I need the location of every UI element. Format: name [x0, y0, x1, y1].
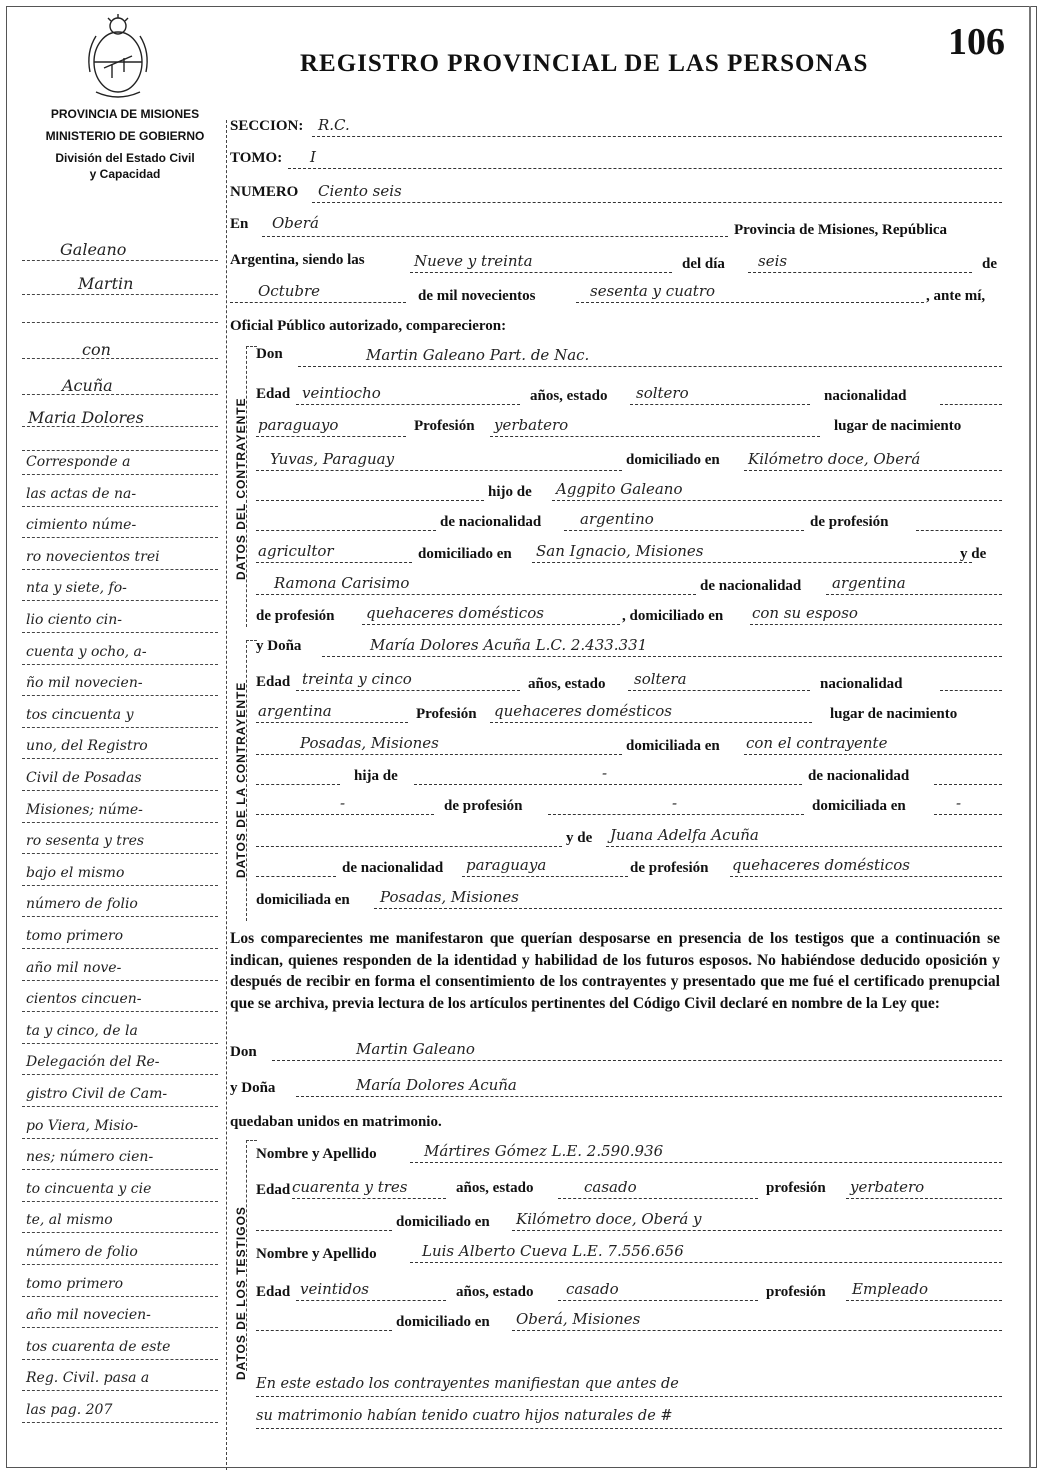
nac-value-line-f [256, 722, 408, 723]
contrayenta-section-label: DATOS DE LA CONTRAYENTE [234, 681, 248, 878]
nacionalidad-line-f [940, 690, 1002, 691]
padre-prof-label: de profesión [810, 514, 889, 530]
margin-rule [22, 1232, 218, 1233]
margin-note-line: cuenta y ocho, a- [26, 643, 147, 660]
madre-nac-label-f: de nacionalidad [342, 860, 444, 876]
en-label: En [230, 216, 249, 232]
t2-domiciliado-label: domiciliado en [396, 1314, 490, 1330]
margin-note-line: uno, del Registro [26, 738, 148, 755]
margin-rule [22, 1043, 218, 1044]
t2-profesion-label: profesión [766, 1284, 826, 1300]
seccion-value: R.C. [318, 116, 350, 134]
nac-value-line [256, 436, 406, 437]
t1-dom-line-left [256, 1230, 392, 1231]
margin-rule [22, 695, 218, 696]
decl-dona-value: María Dolores Acuña [356, 1076, 517, 1094]
t1-nombre-label: Nombre y Apellido [256, 1146, 377, 1162]
padre-prof-value-line [256, 562, 412, 563]
provincia-text: Provincia de Misiones, República [734, 222, 948, 238]
padre-nac-label: de nacionalidad [440, 514, 542, 530]
t1-anios-estado: años, estado [456, 1180, 534, 1196]
madre-value-f: Juana Adelfa Acuña [610, 826, 759, 844]
t2-domiciliado-value: Oberá, Misiones [516, 1310, 641, 1328]
margin-rule [22, 1201, 218, 1202]
nacionalidad-line [940, 404, 1002, 405]
domiciliado-line [744, 470, 1002, 471]
decl-don-label: Don [230, 1044, 257, 1060]
t2-edad-label: Edad [256, 1284, 291, 1300]
profesion-value: yerbatero [494, 416, 569, 434]
profesion-label: Profesión [414, 418, 475, 434]
t2-nombre-value: Luis Alberto Cueva L.E. 7.556.656 [422, 1242, 684, 1260]
office-province: PROVINCIA DE MISIONES [50, 107, 200, 121]
estado-line [630, 404, 810, 405]
madre-line [256, 594, 696, 595]
dia-line [748, 272, 972, 273]
padre-nac-value: argentino [580, 510, 654, 528]
hijo-line-left [256, 500, 484, 501]
madre-dom-label-f: domiciliada en [256, 892, 350, 908]
t2-nombre-label: Nombre y Apellido [256, 1246, 377, 1262]
padre-nac-line-f [934, 784, 1002, 785]
padre-dom-label-f: domiciliada en [812, 798, 906, 814]
final-note-line2 [256, 1428, 1002, 1429]
office-capacity: y Capacidad [89, 167, 161, 181]
t1-edad-value: cuarenta y tres [292, 1178, 408, 1196]
t1-edad-label: Edad [256, 1182, 291, 1198]
t1-profesion-value: yerbatero [850, 1178, 925, 1196]
document-title: REGISTRO PROVINCIAL DE LAS PERSONAS [300, 50, 869, 77]
madre-prof-label: de profesión [256, 608, 335, 624]
padre-line-f [414, 784, 802, 785]
margin-name-line4: Maria Dolores [28, 408, 144, 427]
estado-value: soltero [636, 384, 689, 402]
coat-of-arms-seal-icon [82, 12, 154, 102]
margin-note-line: ro sesenta y tres [26, 833, 145, 850]
margin-note-line: po Viera, Misio- [26, 1117, 139, 1134]
nacionalidad-label-f: nacionalidad [820, 676, 903, 692]
margin-note-line: Corresponde a [26, 454, 131, 470]
madre-nac-label: de nacionalidad [700, 578, 802, 594]
hija-label: hija de [354, 768, 398, 784]
margin-rule [22, 727, 218, 728]
madre-prof-value: quehaceres domésticos [366, 604, 544, 622]
ante-mi-text: , ante mí, [926, 288, 986, 304]
padre-nac-value-f: - [340, 794, 346, 812]
margin-rule [22, 426, 218, 427]
margin-note-line: las actas de na- [26, 485, 137, 502]
margin-rule [22, 790, 218, 791]
lugar-line-f [256, 754, 622, 755]
edad-line-f [296, 690, 520, 691]
profesion-line [490, 436, 820, 437]
estado-line-f [628, 690, 810, 691]
padre-prof-line-f [548, 814, 804, 815]
padre-prof-value: agricultor [258, 542, 334, 560]
final-note-text2: su matrimonio habían tenido cuatro hijos naturales de # [256, 1408, 673, 1424]
t1-profesion-label: profesión [766, 1180, 826, 1196]
margin-rule [22, 980, 218, 981]
margin-name-line3: Acuña [62, 376, 113, 395]
argentina-text: Argentina, siendo las [230, 252, 365, 268]
decl-don-line [272, 1060, 1002, 1061]
mes-line [230, 302, 406, 303]
padre-dom-value: San Ignacio, Misiones [536, 542, 704, 560]
hijo-label: hijo de [488, 484, 532, 500]
edad-label-f: Edad [256, 674, 291, 690]
margin-con: con [82, 340, 111, 359]
padre-prof-line [916, 530, 1002, 531]
margin-note-line: tos cuarenta de este [26, 1338, 171, 1355]
margin-rule [22, 358, 218, 359]
edad-label: Edad [256, 386, 291, 402]
madre-prof-value-f: quehaceres domésticos [732, 856, 910, 874]
domiciliada-value-f: con el contrayente [746, 734, 888, 752]
margin-note-line: Delegación del Re- [26, 1054, 160, 1071]
madre-dom-line [750, 624, 1002, 625]
margin-rule [22, 1390, 218, 1391]
padre-prof-label-f: de profesión [444, 798, 523, 814]
tomo-line [288, 168, 1002, 169]
margin-rule [22, 600, 218, 601]
declaration-paragraph: Los comparecientes me manifestaron que querían desposarse en presencia de los testigos que a continuación se indican, quienes responden de la identidad y habilidad de los futuros esposos. No habiéndose deducido oposición y después de recibir en forma el consentimiento de los contrayentes y presentado que me fué el certificado prenupcial que se archiva, previa lectura de los artículos pertinentes del Código Civil declaré en nombre de la Ley que: [230, 930, 1000, 1012]
lugar-value: Yuvas, Paraguay [270, 450, 395, 468]
t2-nombre-line [410, 1262, 1002, 1263]
y-de-line-left-f [256, 846, 562, 847]
margin-note-line: cientos cincuen- [26, 991, 142, 1008]
de-label: de [982, 256, 997, 272]
domiciliado-value: Kilómetro doce, Oberá [748, 450, 921, 468]
padre-value: Aggpito Galeano [556, 480, 683, 498]
padre-dom-label: domiciliado en [418, 546, 512, 562]
margin-rule [22, 260, 218, 261]
seccion-line [312, 136, 1002, 137]
t1-nombre-value: Mártires Gómez L.E. 2.590.936 [424, 1142, 664, 1160]
profesion-value-f: quehaceres domésticos [494, 702, 672, 720]
decl-dona-line [296, 1096, 1002, 1097]
margin-note-line: ño mil novecien- [26, 675, 143, 692]
anio-line [576, 302, 924, 303]
lugar-label-f: lugar de nacimiento [830, 706, 958, 722]
margin-rule [22, 1422, 218, 1423]
margin-name-line2: Martin [78, 274, 134, 293]
margin-rule [22, 1264, 218, 1265]
edad-value: veintiocho [302, 384, 381, 402]
margin-note-line: te, al mismo [26, 1212, 113, 1229]
margin-rule [22, 1296, 218, 1297]
profesion-label-f: Profesión [416, 706, 477, 722]
margin-note-line: to cincuenta y cie [26, 1180, 152, 1197]
column-separator [226, 120, 227, 1470]
hora-line [410, 272, 672, 273]
lugar-label: lugar de nacimiento [834, 418, 962, 434]
t1-domiciliado-line [512, 1230, 1002, 1231]
madre-line-f [606, 846, 1002, 847]
padre-nac-value-line-f [256, 814, 434, 815]
oficial-text: Oficial Público autorizado, comparecieron: [230, 318, 507, 334]
madre-prof-label-f: de profesión [630, 860, 709, 876]
madre-dom-label: , domiciliado en [622, 608, 724, 624]
y-de-label: y de [960, 546, 987, 562]
domiciliada-label-f: domiciliada en [626, 738, 720, 754]
margin-note-line: número de folio [26, 1244, 138, 1260]
estado-value-f: soltera [634, 670, 687, 688]
don-line [298, 366, 1002, 367]
contrayente-section-label: DATOS DEL CONTRAYENTE [234, 397, 248, 580]
numero-label: NUMERO [230, 184, 299, 200]
domiciliado-label: domiciliado en [626, 452, 720, 468]
margin-rule [22, 758, 218, 759]
t2-edad-line [296, 1300, 446, 1301]
t1-domiciliado-label: domiciliado en [396, 1214, 490, 1230]
en-line [262, 236, 728, 237]
margin-note-line: cimiento núme- [26, 517, 137, 534]
domiciliada-line-f [744, 754, 1002, 755]
del-dia-label: del día [682, 256, 725, 272]
margin-rule [22, 885, 218, 886]
dona-value: María Dolores Acuña L.C. 2.433.331 [370, 636, 648, 654]
testigos-section-label: DATOS DE LOS TESTIGOS [234, 1206, 248, 1380]
page-edge-shadow [1029, 6, 1031, 1468]
margin-note-line: tomo primero [26, 1275, 124, 1292]
t2-dom-line-left [256, 1330, 392, 1331]
margin-note-line: ro novecientos trei [26, 548, 160, 565]
padre-dom-line [532, 562, 972, 563]
anios-estado-f: años, estado [528, 676, 606, 692]
margin-note-line: las pag. 207 [26, 1402, 113, 1418]
don-value: Martin Galeano Part. de Nac. [366, 346, 590, 364]
final-note-line1 [256, 1396, 1002, 1397]
padre-nac-line [564, 530, 804, 531]
nacionalidad-value-f: argentina [258, 702, 332, 720]
edad-value-f: treinta y cinco [302, 670, 412, 688]
profesion-line-f [490, 722, 812, 723]
padre-dom-value-f: - [956, 794, 962, 812]
margin-note-line: gistro Civil de Cam- [26, 1086, 168, 1102]
madre-nac-line [826, 594, 1002, 595]
don-label: Don [256, 346, 283, 362]
madre-nac-line-left-f [256, 876, 336, 877]
t1-profesion-line [846, 1198, 1002, 1199]
hija-line-left [256, 784, 340, 785]
margin-rule [22, 450, 218, 451]
madre-value: Ramona Carisimo [274, 574, 410, 592]
anio-value: sesenta y cuatro [590, 282, 716, 300]
margin-note-line: ta y cinco, de la [26, 1022, 138, 1039]
padre-nac-line-left [256, 530, 436, 531]
margin-note-line: Civil de Posadas [26, 770, 142, 786]
t2-estado-line [558, 1300, 758, 1301]
margin-note-line: año mil novecien- [26, 1307, 151, 1324]
padre-value-f: - [602, 764, 608, 782]
en-value: Oberá [272, 214, 319, 232]
unidos-text: quedaban unidos en matrimonio. [230, 1114, 442, 1130]
mes-value: Octubre [258, 282, 321, 300]
margin-rule [22, 1011, 218, 1012]
margin-rule [22, 1359, 218, 1360]
t2-anios-estado: años, estado [456, 1284, 534, 1300]
margin-note-line: tomo primero [26, 928, 124, 944]
madre-dom-value-f: Posadas, Misiones [380, 888, 519, 906]
mil-text: de mil novecientos [418, 288, 536, 304]
margin-note-line: lio ciento cin- [26, 612, 123, 628]
margin-rule [22, 853, 218, 854]
madre-nac-value-f: paraguaya [466, 856, 547, 874]
t2-profesion-line [846, 1300, 1002, 1301]
y-de-label-f: y de [566, 830, 593, 846]
t1-estado-value: casado [584, 1178, 637, 1196]
nacionalidad-value: paraguayo [258, 416, 339, 434]
margin-rule [22, 632, 218, 633]
tomo-label: TOMO: [230, 150, 283, 166]
margin-rule [22, 1138, 218, 1139]
margin-rule [22, 506, 218, 507]
padre-dom-line-f [934, 814, 1002, 815]
lugar-line [256, 470, 622, 471]
margin-name-line1: Galeano [60, 240, 127, 259]
madre-dom-line-f [374, 908, 1002, 909]
edad-line [296, 404, 520, 405]
decl-don-value: Martin Galeano [356, 1040, 475, 1058]
margin-note-line: año mil nove- [26, 959, 122, 976]
madre-prof-line-f [730, 876, 1002, 877]
t2-domiciliado-line [512, 1330, 1002, 1331]
t1-estado-line [558, 1198, 758, 1199]
margin-note-line: Reg. Civil. pasa a [26, 1370, 150, 1387]
margin-note-line: tos cincuenta y [26, 706, 134, 723]
t2-estado-value: casado [566, 1280, 619, 1298]
margin-rule [22, 474, 218, 475]
margin-rule [22, 1327, 218, 1328]
margin-note-line: nes; número cien- [26, 1149, 154, 1166]
nacionalidad-label: nacionalidad [824, 388, 907, 404]
margin-rule [22, 322, 218, 323]
madre-nac-line-f [462, 876, 628, 877]
hora-value: Nueve y treinta [414, 252, 533, 270]
lugar-value-f: Posadas, Misiones [300, 734, 439, 752]
margin-rule [22, 948, 218, 949]
tomo-value: I [310, 148, 316, 166]
decl-dona-label: y Doña [230, 1080, 276, 1096]
anios-estado: años, estado [530, 388, 608, 404]
t2-edad-value: veintidos [300, 1280, 369, 1298]
seccion-label: SECCION: [230, 118, 304, 134]
office-division: División del Estado Civil [55, 151, 195, 165]
t1-nombre-line [410, 1162, 1002, 1163]
margin-note-line: bajo el mismo [26, 864, 125, 881]
numero-value: Ciento seis [318, 182, 402, 200]
padre-line [552, 500, 1002, 501]
office-ministry: MINISTERIO DE GOBIERNO [45, 129, 205, 143]
dona-line [322, 656, 1002, 657]
margin-rule [22, 1074, 218, 1075]
dia-value: seis [758, 252, 788, 270]
padre-prof-value-f: - [672, 794, 678, 812]
t1-edad-line [292, 1198, 446, 1199]
margin-note-line: nta y siete, fo- [26, 580, 127, 597]
margin-rule [22, 1106, 218, 1107]
margin-rule [22, 822, 218, 823]
margin-rule [22, 294, 218, 295]
padre-nac-label-f: de nacionalidad [808, 768, 910, 784]
margin-rule [22, 664, 218, 665]
madre-prof-line [362, 624, 620, 625]
dona-label: y Doña [256, 638, 302, 654]
final-note-text1: En este estado los contrayentes manifiestan que antes de [256, 1376, 679, 1392]
margin-rule [22, 569, 218, 570]
t1-domiciliado-value: Kilómetro doce, Oberá y [516, 1210, 702, 1228]
margin-rule [22, 537, 218, 538]
margin-rule [22, 916, 218, 917]
madre-dom-value: con su esposo [752, 604, 858, 622]
numero-line [312, 202, 1002, 203]
margin-note-line: número de folio [26, 896, 138, 913]
madre-nac-value: argentina [832, 574, 906, 592]
margin-rule [22, 394, 218, 395]
t2-profesion-value: Empleado [852, 1280, 929, 1298]
margin-rule [22, 1169, 218, 1170]
margin-note-line: Misiones; núme- [26, 801, 143, 818]
page-number: 106 [948, 21, 1005, 63]
